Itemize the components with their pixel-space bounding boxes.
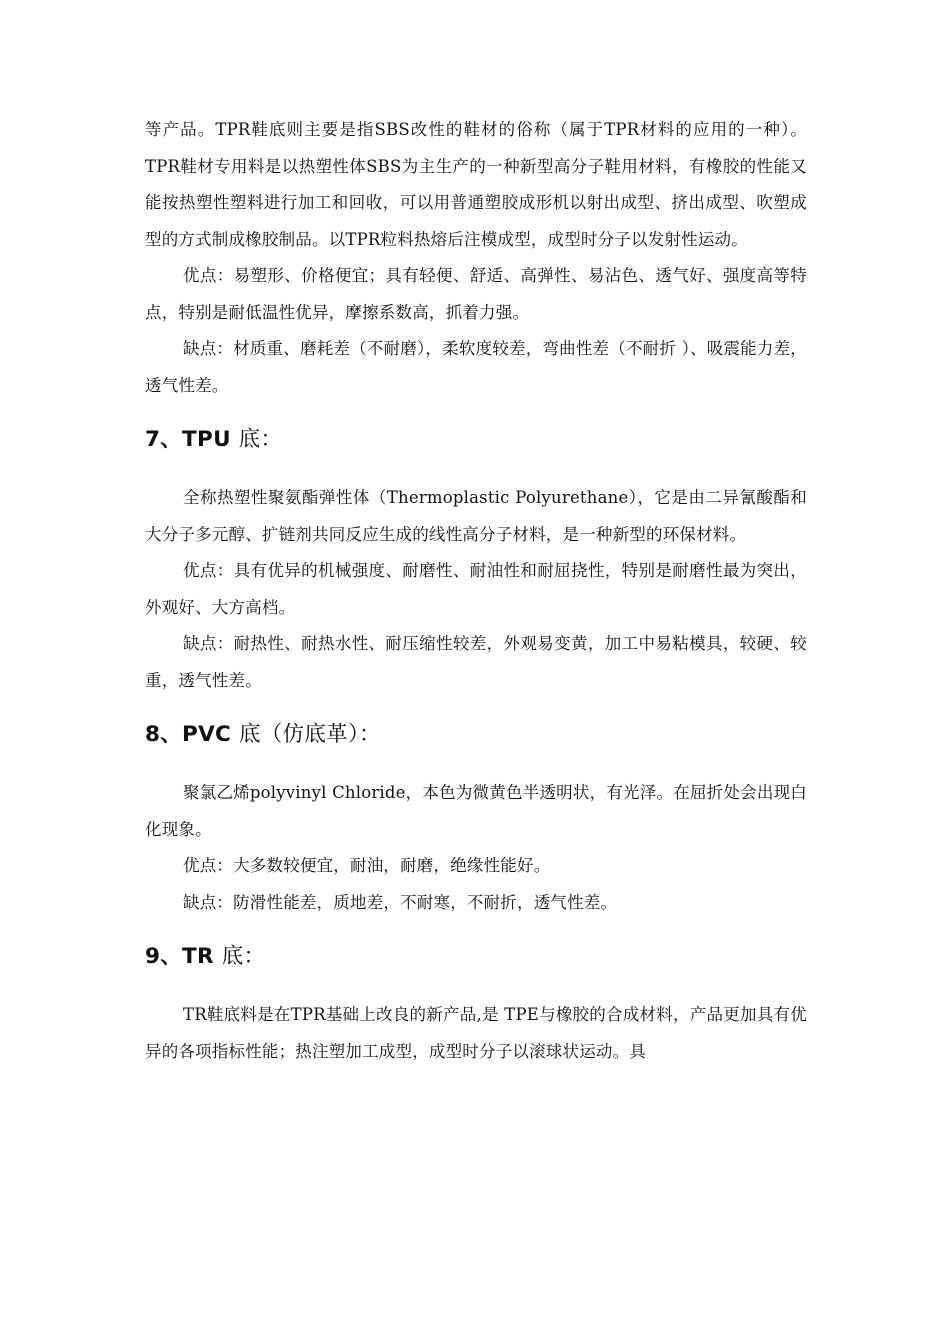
- tpu-description: 全称热塑性聚氨酯弹性体（Thermoplastic Polyurethane），它是由二异氰酸酯和大分子多元醇、扩链剂共同反应生成的线性高分子材料，是一种新型的环保材料。: [145, 488, 807, 544]
- pvc-description: 聚氯乙烯polyvinyl Chloride，本色为微黄色半透明状，有光泽。在屈折处会出现白化现象。: [145, 783, 807, 839]
- document-body: [145, 112, 807, 1070]
- tpu-disadvantages: 缺点：耐热性、耐热水性、耐压缩性较差，外观易变黄，加工中易粘模具，较硬、较重，透气性差。: [145, 634, 807, 690]
- pvc-advantages: 优点：大多数较便宜，耐油，耐磨，绝缘性能好。: [183, 856, 551, 875]
- intro-paragraph: 等产品。TPR鞋底则主要是指SBS改性的鞋材的俗称（属于TPR材料的应用的一种）。TPR鞋材专用料是以热塑性体SBS为主生产的一种新型高分子鞋用材料，有橡胶的性能又能按热塑性塑料进行加工和回收，可以用普通塑胶成形机以射出成型、挤出成型、吹塑成型的方式制成橡胶制品。以TPR粒料热熔后注模成型，成型时分子以发射性运动。: [145, 120, 807, 249]
- tr-description: TR鞋底料是在TPR基础上改良的新产品,是 TPE与橡胶的合成材料，产品更加具有优异的各项指标性能；热注塑加工成型，成型时分子以滚球状运动。具: [145, 1005, 807, 1061]
- intro-disadvantages: 缺点：材质重、磨耗差（不耐磨），柔软度较差，弯曲性差（不耐折 ）、吸震能力差，透气性差。: [145, 339, 807, 395]
- pvc-disadvantages: 缺点：防滑性能差，质地差，不耐寒，不耐折，透气性差。: [183, 892, 618, 912]
- section-heading-pvc: 8、PVC 底（仿底革）：: [145, 722, 381, 747]
- intro-advantages: 优点：易塑形、价格便宜；具有轻便、舒适、高弹性、易沾色、透气好、强度高等特点，特别是耐低温性优异，摩擦系数高，抓着力强。: [145, 266, 807, 322]
- section-heading-tpu: 7、TPU 底：: [145, 427, 283, 452]
- section-heading-tr: 9、TR 底：: [145, 944, 266, 969]
- tpu-advantages: 优点：具有优异的机械强度、耐磨性、耐油性和耐屈挠性，特别是耐磨性最为突出，外观好、大方高档。: [145, 561, 807, 617]
